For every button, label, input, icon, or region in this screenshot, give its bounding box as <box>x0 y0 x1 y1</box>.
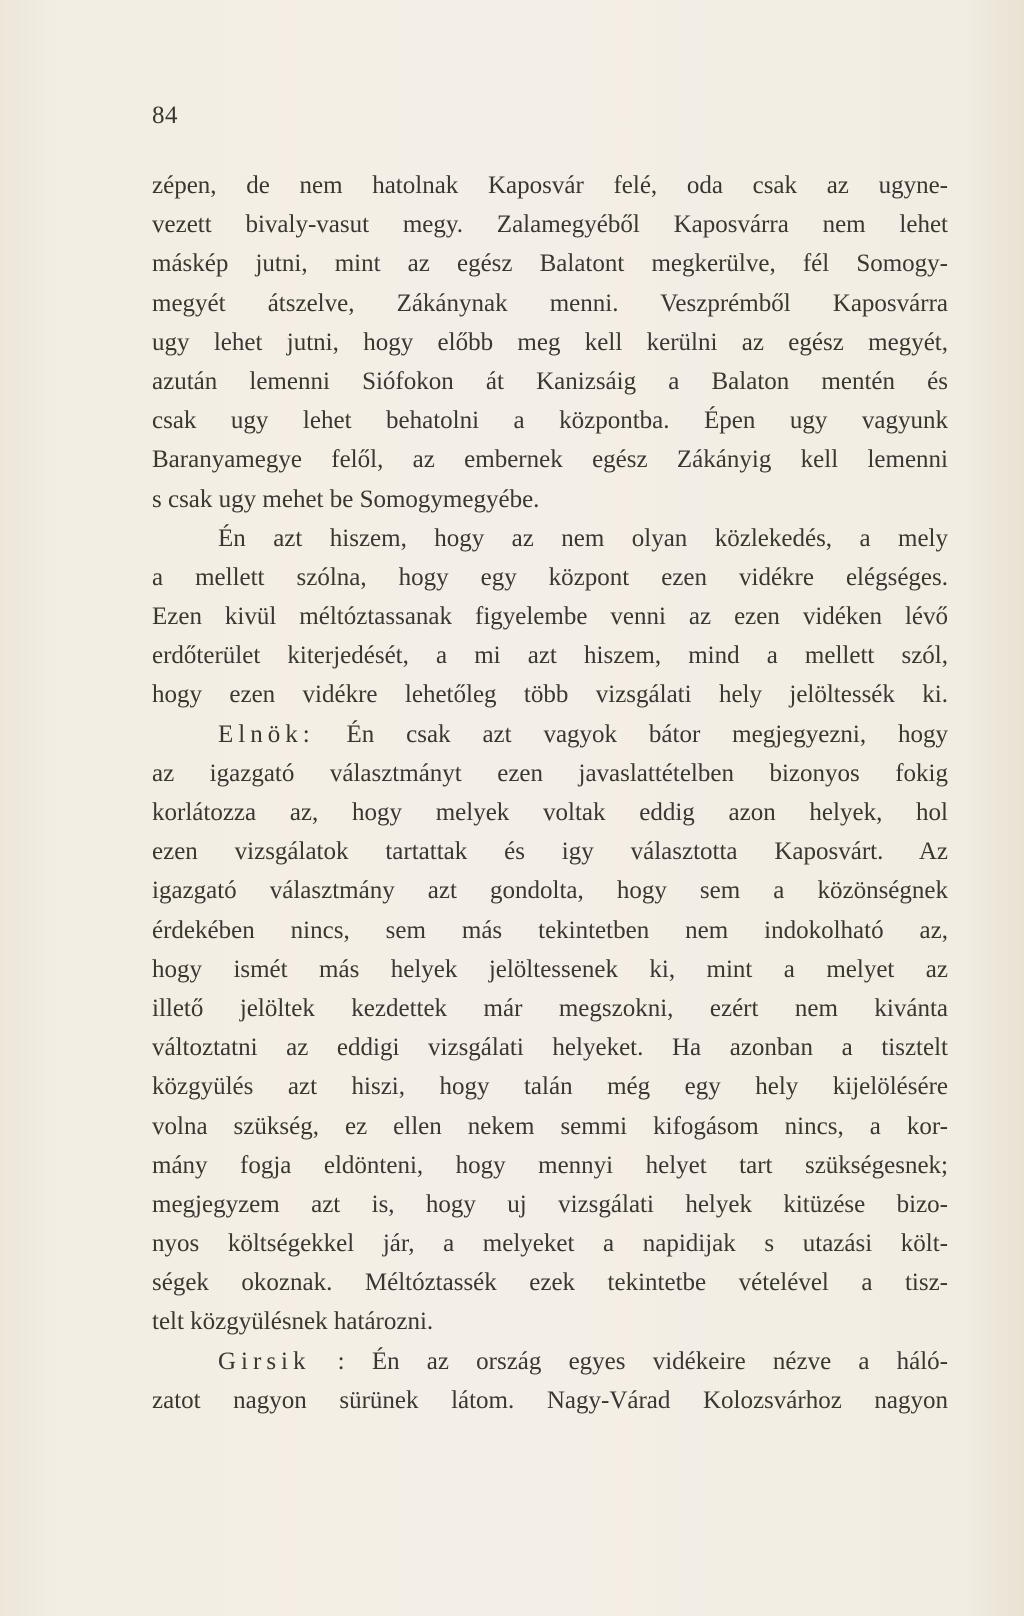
text-line: a mellett szólna, hogy egy központ ezen vidékre elégséges. <box>152 563 948 591</box>
text-line: zatot nagyon sürünek látom. Nagy-Várad Kolozsvárhoz nagyon <box>152 1386 948 1414</box>
text-line: igazgató választmány azt gondolta, hogy sem a közönségnek <box>152 877 948 905</box>
speaker-line-elnok <box>152 715 948 754</box>
text-line: közgyülés azt hiszi, hogy talán még egy hely kijelölésére <box>152 1073 948 1101</box>
text-line: erdőterület kiterjedését, a mi azt hiszem, mind a mellett szól, <box>152 642 948 670</box>
speaker-colon: : <box>310 1347 345 1375</box>
text-line: zépen, de nem hatolnak Kaposvár felé, oda csak az ugyne- <box>152 172 948 199</box>
page-number: 84 <box>152 102 178 129</box>
text-line: az igazgató választmányt ezen javaslattételben bizonyos fokig <box>152 759 948 787</box>
text-line: csak ugy lehet behatolni a központba. Épen ugy vagyunk <box>152 407 948 435</box>
text-line: nyos költségekkel jár, a melyeket a napidijak s utazási költ- <box>152 1230 948 1258</box>
text-line: Én azt hiszem, hogy az nem olyan közlekedés, a mely <box>218 524 948 552</box>
text-line: ugy lehet jutni, hogy előbb meg kell kerülni az egész megyét, <box>152 328 948 356</box>
text-line: volna szükség, ez ellen nekem semmi kifogásom nincs, a kor- <box>152 1112 948 1140</box>
text-line: Baranyamegye felől, az embernek egész Zákányig kell lemenni <box>152 446 948 474</box>
text-line: mány fogja eldönteni, hogy mennyi helyet tart szükségesnek; <box>152 1151 948 1179</box>
text-line: ségek okoznak. Méltóztassék ezek tekintetbe vételével a tisz- <box>152 1269 948 1297</box>
speaker-name-elnok: Elnök: <box>218 720 315 748</box>
text-line: hogy ismét más helyek jelöltessenek ki, mint a melyet az <box>152 955 948 983</box>
text-line: Ezen kivül méltóztassanak figyelembe venni az ezen vidéken lévő <box>152 603 948 631</box>
text-line: illető jelöltek kezdettek már megszokni, ezért nem kivánta <box>152 994 948 1022</box>
text-line: ezen vizsgálatok tartattak és igy választotta Kaposvárt. Az <box>152 838 948 866</box>
text-line: vezett bivaly-vasut megy. Zalamegyéből Kaposvárra nem lehet <box>152 211 948 239</box>
text-line: azután lemenni Siófokon át Kanizsáig a Balaton mentén és <box>152 367 948 395</box>
speaker-line-girsik <box>152 1342 948 1381</box>
text-line: korlátozza az, hogy melyek voltak eddig azon helyek, hol <box>152 799 948 826</box>
text-line: s csak ugy mehet be Somogymegyébe. <box>152 485 540 513</box>
text-line: megjegyzem azt is, hogy uj vizsgálati helyek kitüzése bizo- <box>152 1190 948 1218</box>
speaker-text: Én csak azt vagyok bátor megjegyezni, hogy <box>314 720 948 748</box>
speaker-text: Én az ország egyes vidékeire nézve a háló- <box>344 1347 948 1375</box>
text-line: változtatni az eddigi vizsgálati helyeket. Ha azonban a tisztelt <box>152 1034 948 1062</box>
body-text <box>152 166 948 1420</box>
speaker-name-girsik: Girsik <box>218 1347 311 1375</box>
text-line: máskép jutni, mint az egész Balatont megkerülve, fél Somogy- <box>152 250 948 278</box>
text-line: telt közgyülésnek határozni. <box>152 1308 434 1336</box>
text-line: érdekében nincs, sem más tekintetben nem indokolható az, <box>152 916 948 944</box>
text-line: megyét átszelve, Zákánynak menni. Veszprémből Kaposvárra <box>152 289 948 317</box>
text-line: hogy ezen vidékre lehetőleg több vizsgálati hely jelöltessék ki. <box>152 681 948 709</box>
